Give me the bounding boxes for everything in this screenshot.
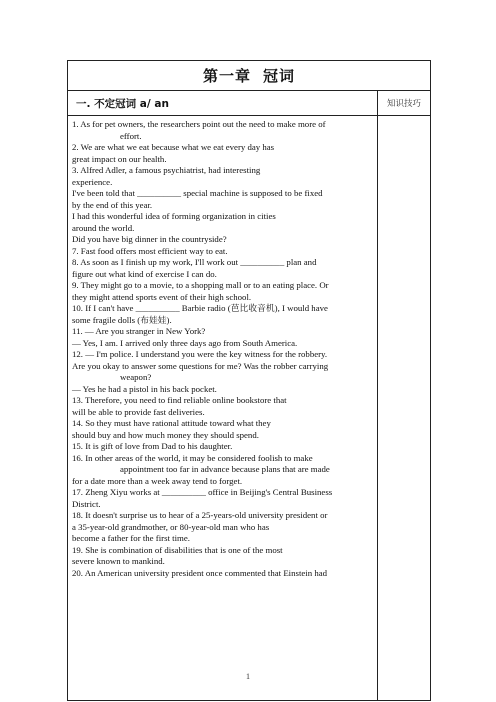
line: they might attend sports event of their high school.: [72, 291, 252, 302]
line: appointment too far in advance because plans that are made: [120, 464, 330, 474]
line: 10. If I can't have __________ Barbie radio (芭比收音机), I would have: [72, 303, 328, 313]
line: — Yes, I am. I arrived only three days ago from South America.: [72, 337, 298, 348]
line: 8. As soon as I finish up my work, I'll work out __________ plan and: [72, 257, 317, 267]
line: I had this wonderful idea of forming organization in cities: [72, 211, 276, 221]
line: 1. As for pet owners, the researchers point out the need to make more of: [72, 119, 326, 129]
knowledge-tips-label: 知识技巧: [386, 99, 421, 109]
chapter-number: 第一章: [202, 67, 251, 85]
line: weapon?: [120, 372, 152, 382]
line: Are you okay to answer some questions for me? Was the robber carrying: [72, 360, 329, 371]
line: 17. Zheng Xiyu works at __________ office in Beijing's Central Business: [72, 487, 333, 497]
line: will be able to provide fast deliveries.: [72, 406, 205, 417]
line: around the world.: [72, 222, 135, 233]
line: District.: [72, 498, 101, 509]
line: experience.: [72, 176, 113, 187]
line: 19. She is combination of disabilities that is one of the most: [72, 544, 283, 555]
line: become a father for the first time.: [72, 533, 190, 543]
chapter-topic: 冠词: [263, 67, 296, 85]
line: 2. We are what we eat because what we eat every day has: [72, 142, 275, 152]
line: 18. It doesn't surprise us to hear of a 25-years-old university president or: [72, 510, 328, 520]
line: by the end of this year.: [72, 199, 153, 210]
chapter-title: [68, 61, 430, 91]
line: 11. — Are you stranger in New York?: [72, 326, 206, 336]
line: for a date more than a week away tend to forget.: [72, 475, 243, 486]
section-title: 一. 不定冠词 a/ an: [68, 91, 378, 115]
line: 13. Therefore, you need to find reliable online bookstore that: [72, 395, 287, 405]
line: — Yes he had a pistol in his back pocket.: [72, 383, 217, 394]
line: I've been told that __________ special machine is supposed to be fixed: [72, 188, 323, 198]
line: effort.: [120, 130, 142, 141]
line: should buy and how much money they should spend.: [72, 429, 259, 440]
line: 12. — I'm police. I understand you were the key witness for the robbery.: [72, 349, 328, 359]
line: 20. An American university president once commented that Einstein had: [72, 567, 328, 578]
line: a 35-year-old grandmother, or 80-year-old man who has: [72, 521, 270, 532]
line: some fragile dolls (布娃娃).: [72, 314, 172, 325]
line: figure out what kind of exercise I can do.: [72, 268, 217, 279]
exercise-content: [68, 116, 378, 700]
line: 3. Alfred Adler, a famous psychiatrist, had interesting: [72, 165, 261, 175]
line: severe known to mankind.: [72, 556, 165, 566]
exercise-table: [67, 60, 431, 701]
line: 14. So they must have rational attitude toward what they: [72, 418, 271, 428]
page-number: 1: [246, 672, 250, 681]
content-row: [68, 116, 430, 700]
line: 15. It is gift of love from Dad to his daughter.: [72, 441, 233, 451]
line: 16. In other areas of the world, it may be considered foolish to make: [72, 452, 313, 463]
section-header-row: [68, 91, 430, 116]
line: 9. They might go to a movie, to a shopping mall or to an eating place. Or: [72, 280, 329, 290]
tips-column: [378, 116, 430, 700]
line: Did you have big dinner in the countryside?: [72, 234, 227, 244]
line: great impact on our health.: [72, 153, 167, 164]
line: 7. Fast food offers most efficient way to eat.: [72, 245, 228, 256]
